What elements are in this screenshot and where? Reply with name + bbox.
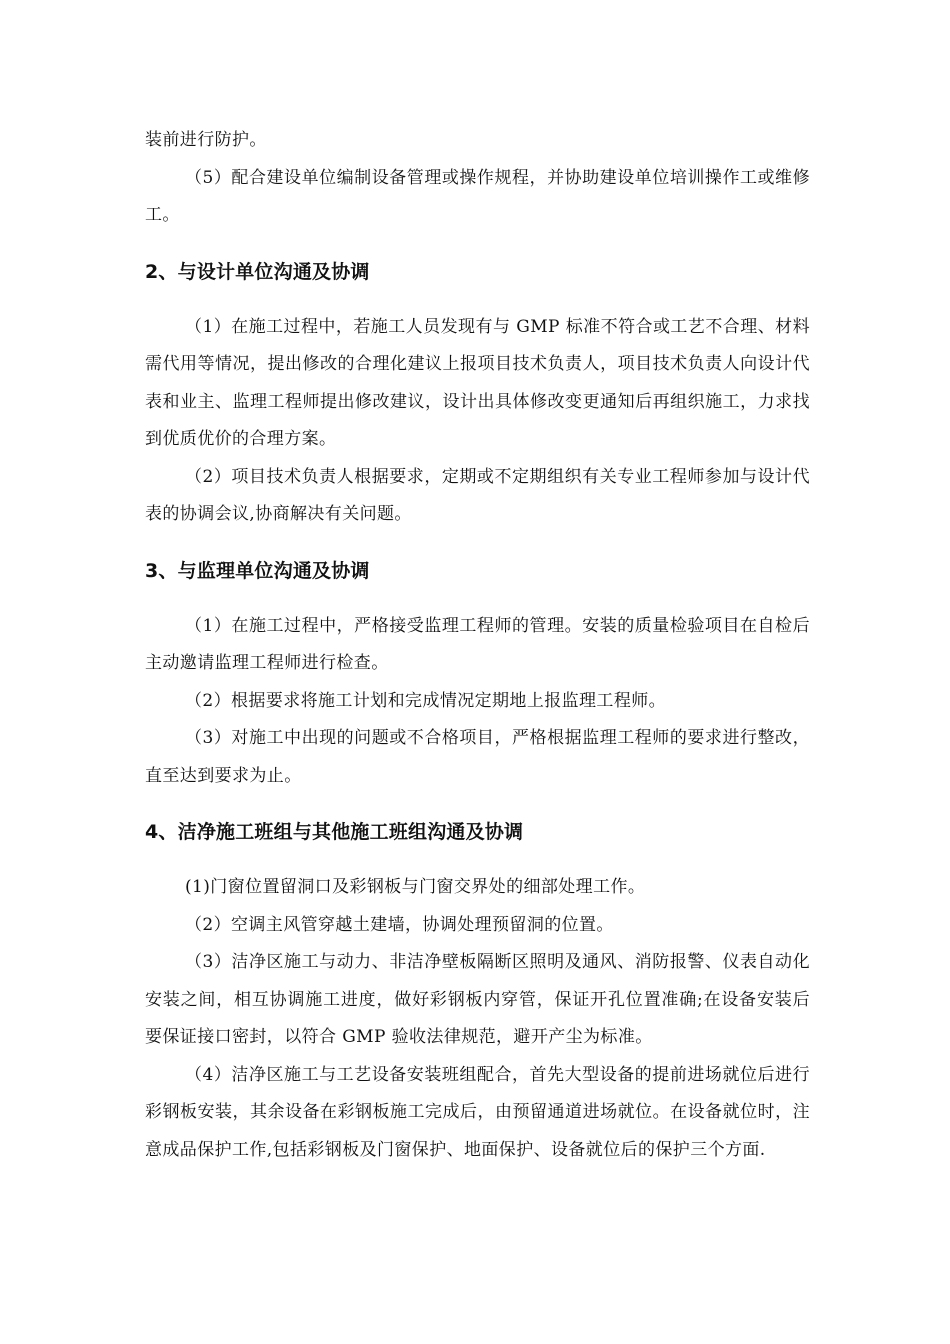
paragraph-clean-item-1: (1)门窗位置留洞口及彩钢板与门窗交界处的细部处理工作。 [185,877,646,897]
paragraph-clean-item-4: （4）洁净区施工与工艺设备安装班组配合，首先大型设备的提前进场就位后进行彩钢板安装，其余设备在彩钢板施工完成后，由预留通道进场就位。在设备就位时，注意成品保护工作,包括彩钢板及门窗保护、地面保护、设备就位后的保护三个方面. [145,1064,810,1160]
document-body [145,122,810,1169]
paragraph-item-5: （5）配合建设单位编制设备管理或操作规程，并协助建设单位培训操作工或维修工。 [145,167,810,225]
paragraph-design-item-2: （2）项目技术负责人根据要求，定期或不定期组织有关专业工程师参加与设计代表的协调会议,协商解决有关问题。 [145,466,810,524]
paragraph-supervision-item-1: （1）在施工过程中，严格接受监理工程师的管理。安装的质量检验项目在自检后主动邀请监理工程师进行检查。 [145,615,810,673]
section-heading-design-unit: 2、与设计单位沟通及协调 [145,260,370,283]
section-heading-supervision-unit: 3、与监理单位沟通及协调 [145,559,370,582]
section-heading-clean-team: 4、洁净施工班组与其他施工班组沟通及协调 [145,821,524,843]
paragraph-device-protection-end: 装前进行防护。 [145,130,267,150]
paragraph-supervision-item-2: （2）根据要求将施工计划和完成情况定期地上报监理工程师。 [185,690,667,711]
paragraph-design-item-1: （1）在施工过程中，若施工人员发现有与 GMP 标准不符合或工艺不合理、材料需代用等情况，提出修改的合理化建议上报项目技术负责人，项目技术负责人向设计代表和业主、监理工程师提出修改建议，设计出具体修改变更通知后再组织施工，力求找到优质优价的合理方案。 [145,316,810,449]
paragraph-clean-item-2: （2）空调主风管穿越土建墙，协调处理预留洞的位置。 [185,914,614,935]
paragraph-supervision-item-3: （3）对施工中出现的问题或不合格项目，严格根据监理工程师的要求进行整改，直至达到要求为止。 [145,728,810,786]
paragraph-clean-item-3: （3）洁净区施工与动力、非洁净壁板隔断区照明及通风、消防报警、仪表自动化安装之间，相互协调施工进度，做好彩钢板内穿管，保证开孔位置准确;在设备安装后要保证接口密封，以符合 GMP 验收法律规范，避开产尘为标准。 [145,952,810,1047]
